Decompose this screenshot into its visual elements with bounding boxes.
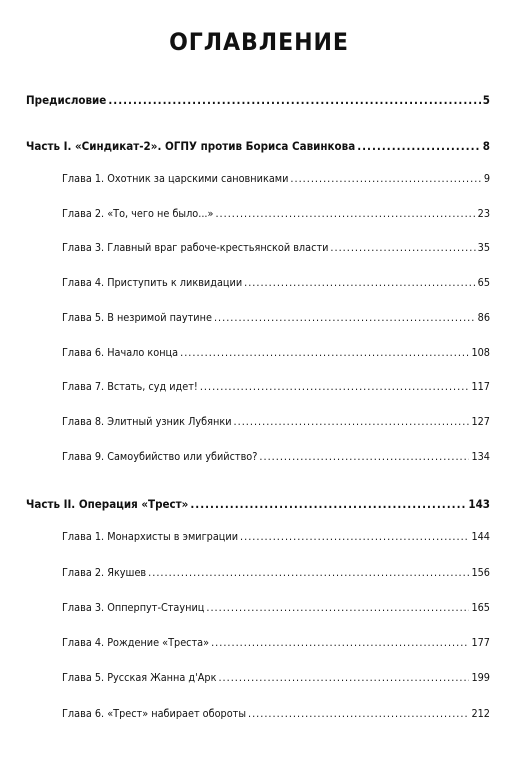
toc-entry-label: Глава 6. Начало конца [62,346,179,359]
toc-entry-page: 134 [471,450,490,463]
leader-dots [200,380,470,393]
toc-entry[interactable] [62,415,490,428]
toc-entry-page: 143 [468,497,490,511]
leader-dots [290,172,481,185]
toc-entry-label: Часть I. «Синдикат-2». ОГПУ против Бориса Савинкова [26,139,356,153]
leader-dots [211,636,469,649]
toc-entry-page: 86 [477,311,490,324]
toc-entry[interactable] [62,530,490,543]
toc-entry[interactable] [62,707,490,720]
toc-entry-page: 108 [471,346,490,359]
toc-entry[interactable] [62,450,490,463]
toc-entry-page: 23 [477,207,490,220]
toc-entry[interactable] [62,636,490,649]
toc-entry-label: Часть II. Операция «Трест» [26,497,189,511]
toc-entry-label: Глава 5. Русская Жанна д'Арк [62,671,217,684]
leader-dots [214,311,476,324]
toc-entry[interactable] [62,380,490,393]
toc-entry[interactable] [62,241,490,254]
toc-entry-page: 5 [482,93,490,107]
toc-entry[interactable] [26,497,490,511]
leader-dots [357,139,481,153]
toc-entry-label: Глава 2. Якушев [62,566,147,579]
page-title: ОГЛАВЛЕНИЕ [169,28,349,56]
toc-entry-label: Глава 6. «Трест» набирает обороты [62,707,246,720]
toc-entry[interactable] [62,566,490,579]
leader-dots [215,207,475,220]
toc-entry-page: 165 [471,601,490,614]
toc-entry[interactable] [62,207,490,220]
toc-entry[interactable] [26,93,490,107]
toc-entry-page: 117 [471,380,490,393]
toc-entry[interactable] [62,346,490,359]
toc-entry-label: Глава 9. Самоубийство или убийство? [62,450,258,463]
leader-dots [330,241,475,254]
leader-dots [148,566,469,579]
leader-dots [180,346,469,359]
toc-entry-label: Предисловие [26,93,107,107]
leader-dots [218,671,469,684]
toc-entry-label: Глава 2. «То, чего не было...» [62,207,214,220]
toc-entry[interactable] [62,671,490,684]
leader-dots [206,601,469,614]
toc-entry-page: 127 [471,415,490,428]
leader-dots [240,530,469,543]
toc-entry-label: Глава 1. Монархисты в эмиграции [62,530,239,543]
toc-entry[interactable] [62,601,490,614]
leader-dots [234,415,470,428]
toc-entry-label: Глава 1. Охотник за царскими сановниками [62,172,289,185]
toc-entry[interactable] [62,311,490,324]
leader-dots [108,93,480,107]
toc-entry-page: 156 [471,566,490,579]
toc-entry-page: 199 [471,671,490,684]
toc-entry-page: 144 [471,530,490,543]
toc-entry-label: Глава 8. Элитный узник Лубянки [62,415,232,428]
toc-entry-page: 65 [477,276,490,289]
toc-entry-page: 9 [483,172,490,185]
toc-entry[interactable] [26,139,490,153]
toc-entry-label: Глава 4. Рождение «Треста» [62,636,210,649]
toc-entry-page: 35 [477,241,490,254]
leader-dots [244,276,476,289]
toc-entry-label: Глава 3. Опперпут-Стауниц [62,601,205,614]
toc-entry-page: 212 [471,707,490,720]
toc-entry-label: Глава 3. Главный враг рабоче-крестьянской власти [62,241,329,254]
toc-entry[interactable] [62,172,490,185]
leader-dots [190,497,466,511]
toc-entry-label: Глава 5. В незримой паутине [62,311,212,324]
toc-entry-page: 177 [471,636,490,649]
toc-entry[interactable] [62,276,490,289]
toc-entry-label: Глава 4. Приступить к ликвидации [62,276,243,289]
leader-dots [248,707,469,720]
leader-dots [259,450,469,463]
toc-entry-page: 8 [482,139,490,153]
toc-entry-label: Глава 7. Встать, суд идет! [62,380,198,393]
